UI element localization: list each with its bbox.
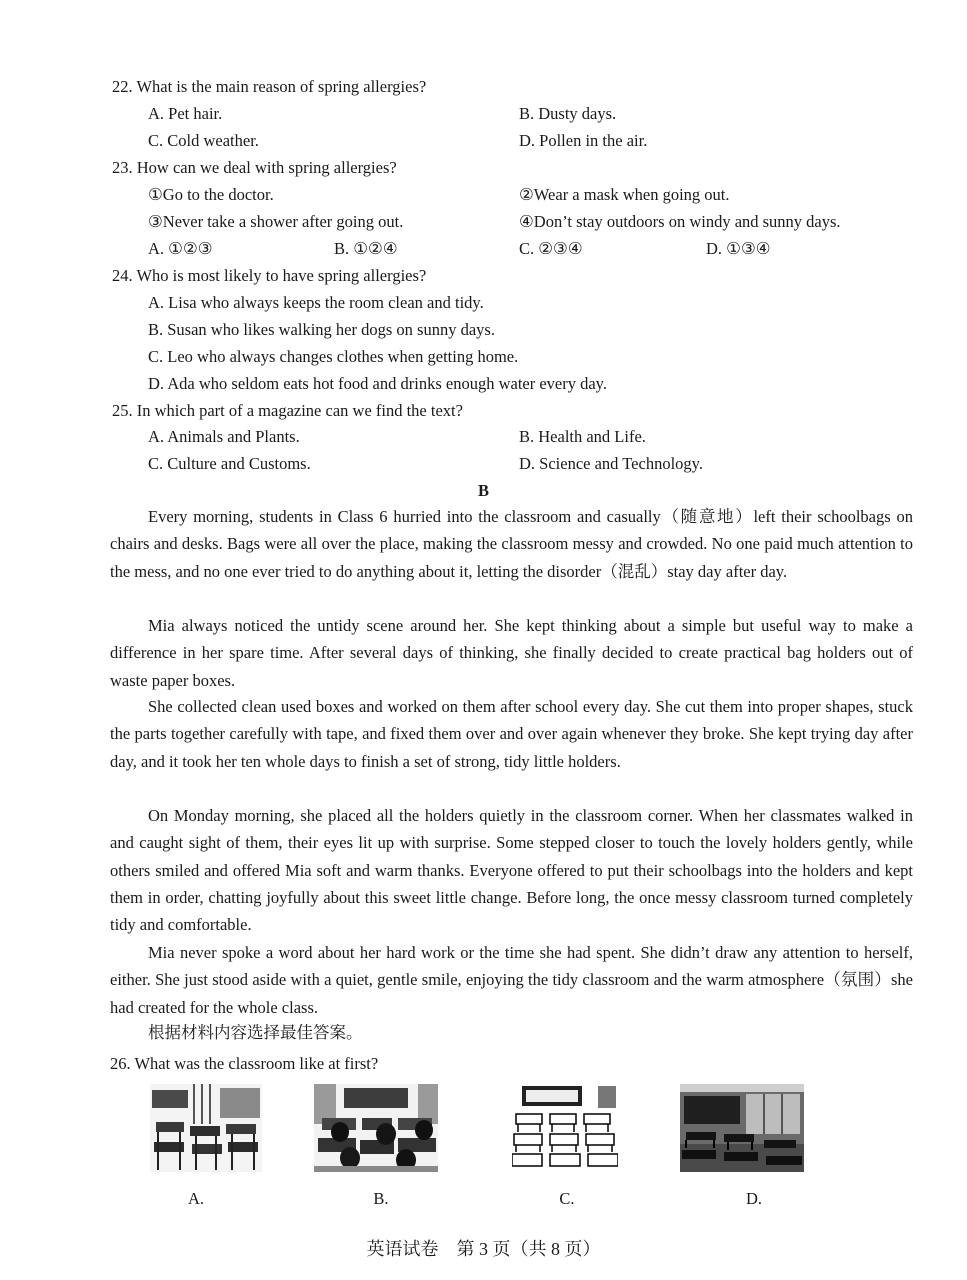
q23-statement-4: ④Don’t stay outdoors on windy and sunny days. [519,212,841,231]
q26-option-c: C. [559,1189,575,1208]
q23-statement-1: ①Go to the doctor. [148,185,274,204]
q22-option-a: A. Pet hair. [148,104,223,123]
section-heading: B [477,481,489,500]
q23-option-b: B. ①②④ [334,239,398,258]
classroom-image-c[interactable] [512,1084,618,1172]
q24-option-b: B. Susan who likes walking her dogs on sunny days. [148,320,495,339]
passage-paragraph-4: On Monday morning, she placed all the holders quietly in the classroom corner. When her classmates walked in and caught sight of them, their eyes lit up with surprise. Some stepped closer to touch the lovely holders gently, while others smiled and offered Mia soft and warm thanks. Everyone offered to put their schoolbags into the holders and kept them in order, chatting joyfully about this sweet little change. Before long, the once messy classroom turned completely tidy and comfortable. [110,806,913,935]
q26-option-a: A. [187,1189,205,1208]
q22-option-b: B. Dusty days. [519,104,617,123]
q26-option-b: B. [373,1189,389,1208]
passage-paragraph-5: Mia never spoke a word about her hard work or the time she had spent. She didn’t draw any attention to herself, either. She just stood aside with a quiet, gentle smile, enjoying the tidy classroom and the warm atmosphere（氛围）she had created for the whole class. [110,943,913,1017]
q25-option-b: B. Health and Life. [519,427,646,446]
q23-option-c: C. ②③④ [519,239,583,258]
q25-option-a: A. Animals and Plants. [148,427,300,446]
q24-option-a: A. Lisa who always keeps the room clean and tidy. [148,293,484,312]
q26-option-d: D. [745,1189,763,1208]
classroom-image-d[interactable] [680,1084,804,1172]
instruction-text: 根据材料内容选择最佳答案。 [148,1023,363,1042]
classroom-image-b[interactable] [314,1084,438,1172]
passage-paragraph-3: She collected clean used boxes and worked on them after school every day. She cut them into proper shapes, stuck the parts together carefully with tape, and fixed them over and over again whenever they broke. She kept trying day after day, and it took her ten whole days to finish a set of strong, tidy little holders. [110,697,913,771]
q24-option-c: C. Leo who always changes clothes when getting home. [148,347,519,366]
q23-option-a: A. ①②③ [148,239,213,258]
q22-option-d: D. Pollen in the air. [519,131,648,150]
q24-option-d: D. Ada who seldom eats hot food and drinks enough water every day. [148,374,607,393]
q23-stem: 23. How can we deal with spring allergies? [112,158,397,177]
classroom-image-a[interactable] [150,1084,262,1172]
q23-statement-2: ②Wear a mask when going out. [519,185,730,204]
q22-stem: 22. What is the main reason of spring allergies? [112,77,427,96]
q24-stem: 24. Who is most likely to have spring allergies? [112,266,427,285]
q26-stem: 26. What was the classroom like at first? [110,1054,379,1073]
page-footer: 英语试卷 第 3 页（共 8 页） [366,1239,601,1259]
q23-statement-3: ③Never take a shower after going out. [148,212,404,231]
passage-paragraph-2: Mia always noticed the untidy scene around her. She kept thinking about a simple but useful way to make a difference in her spare time. After several days of thinking, she finally decided to create practical bag holders out of waste paper boxes. [110,616,913,690]
q22-option-c: C. Cold weather. [148,131,259,150]
q25-option-d: D. Science and Technology. [519,454,703,473]
q25-option-c: C. Culture and Customs. [148,454,311,473]
q23-option-d: D. ①③④ [706,239,771,258]
q25-stem: 25. In which part of a magazine can we find the text? [112,401,463,420]
passage-paragraph-1: Every morning, students in Class 6 hurried into the classroom and casually（随意地）left their schoolbags on chairs and desks. Bags were all over the place, making the classroom messy and crowded. No one paid much attention to the mess, and no one ever tried to do anything about it, letting the disorder（混乱）stay day after day. [110,507,913,581]
